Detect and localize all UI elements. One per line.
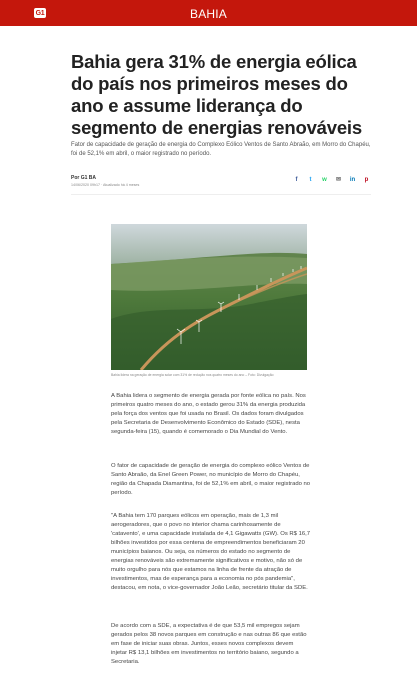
article-paragraph: "A Bahia tem 170 parques eólicos em operação, mais de 1,3 mil aerogeradores, que o povo no interior chama carinhosamente de 'catavento', e uma capacidade instalada de 4,1 Gigawatts (GW). Os R$ 16,7 bilhões investidos por essa centena de empreendimentos beneficiaram 20 municípios baianos. Ou seja, os números do estado no segmento de energias renováveis são extremamente significativos e motivo, não só de muito orgulho para nós que estamos na linha de frente da atração de investimentos, mas de esperança para a economia no pós pandemia", destacou, em nota, o vice-governador João Leão, secretário titular da SDE. — [111, 513, 311, 591]
facebook-icon[interactable]: f — [295, 176, 298, 183]
article-paragraph: De acordo com a SDE, a expectativa é de que 53,5 mil empregos sejam gerados pelos 38 novos parques em construção e nas outras 86 que estão em fase de iniciar suas obras. Juntos, esses novos complexos devem injetar R$ 13,1 bilhões em investimentos no território baiano, segundo a Secretaria. — [111, 623, 307, 665]
top-bar — [0, 0, 417, 26]
section-title[interactable]: BAHIA — [189, 7, 227, 21]
article-paragraph: O fator de capacidade de geração de energia do complexo eólico Ventos de Santo Abraão, da Enel Green Power, no município de Morro do Chapéu, região da Chapada Diamantina, foi de 52,1% em abril, o maior registrado no período. — [111, 463, 311, 496]
twitter-icon[interactable]: t — [309, 176, 312, 183]
article-author: Por G1 BA — [71, 175, 97, 181]
article-date: 14/06/2020 09h17 · Atualizado há 4 meses — [71, 183, 140, 187]
divider — [71, 194, 371, 195]
whatsapp-icon[interactable]: w — [322, 176, 327, 183]
article-paragraph: A Bahia lidera o segmento de energia gerada por fonte eólica no país. Nos primeiros quatro meses do ano, o estado gerou 31% da energia produzida pela força dos ventos que foi usada no Brasil. Os dados foram divulgados pela Secretaria de Desenvolvimento Econômico do Estado (SDE), nesta segunda-feira (15), quando é comemorado o Dia Mundial do Vento. — [111, 393, 306, 435]
wind-farm-aerial-image — [111, 224, 307, 370]
pinterest-icon[interactable]: p — [364, 176, 369, 183]
email-icon[interactable]: ✉ — [335, 177, 342, 183]
linkedin-icon[interactable]: in — [349, 176, 356, 183]
article-photo[interactable] — [111, 224, 307, 370]
g1-logo[interactable]: G1 — [35, 9, 45, 17]
article-title: Bahia gera 31% de energia eólica do país nos primeiros meses do ano e assume liderança do segmento de energias renováveis — [71, 51, 362, 138]
share-bar — [293, 176, 370, 183]
photo-caption: Bahia lidera na geração de energia solar com 31% de redução nos quatro meses do ano – Foto: Divulgação — [111, 373, 274, 377]
article-subtitle: Fator de capacidade de geração de energia do Complexo Eólico Ventos de Santo Abraão, em Morro do Chapéu, foi de 52,1% em abril, o maior registrado no período. — [71, 142, 371, 157]
